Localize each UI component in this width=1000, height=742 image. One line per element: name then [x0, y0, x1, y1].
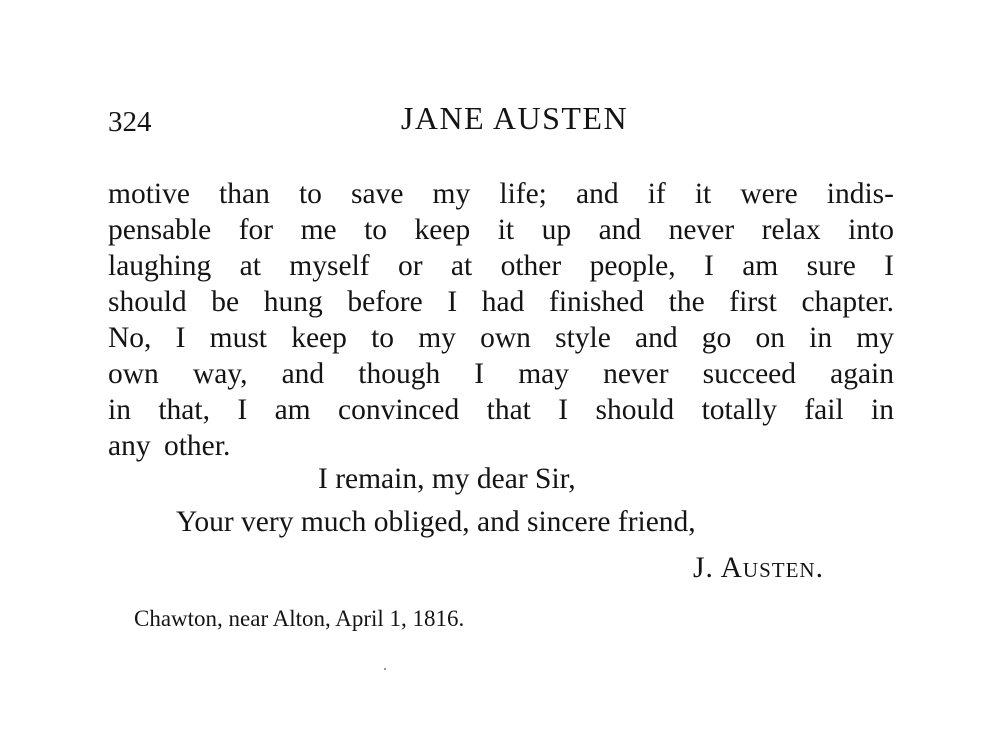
page-number: 324 — [108, 106, 152, 138]
page-header — [108, 100, 893, 144]
body-line: motive than to save my life; and if it were indis- — [108, 178, 894, 210]
body-line: No, I must keep to my own style and go on in my — [108, 322, 894, 354]
signature: J. Austen. — [693, 552, 824, 584]
dateline: Chawton, near Alton, April 1, 1816. — [134, 606, 465, 631]
closing-complimentary: Your very much obliged, and sincere friend, — [176, 506, 696, 538]
body-line: own way, and though I may never succeed again — [108, 358, 894, 390]
running-title: JANE AUSTEN — [400, 100, 629, 136]
closing-salutation: I remain, my dear Sir, — [318, 463, 576, 495]
body-line: should be hung before I had finished the first chapter. — [108, 286, 894, 318]
letter-body — [108, 176, 894, 464]
print-speck — [384, 668, 386, 670]
body-line: pensable for me to keep it up and never relax into — [108, 214, 894, 246]
body-line: in that, I am convinced that I should totally fail in — [108, 394, 894, 426]
body-line: laughing at myself or at other people, I am sure I — [108, 250, 894, 282]
body-line: any other. — [108, 430, 231, 462]
